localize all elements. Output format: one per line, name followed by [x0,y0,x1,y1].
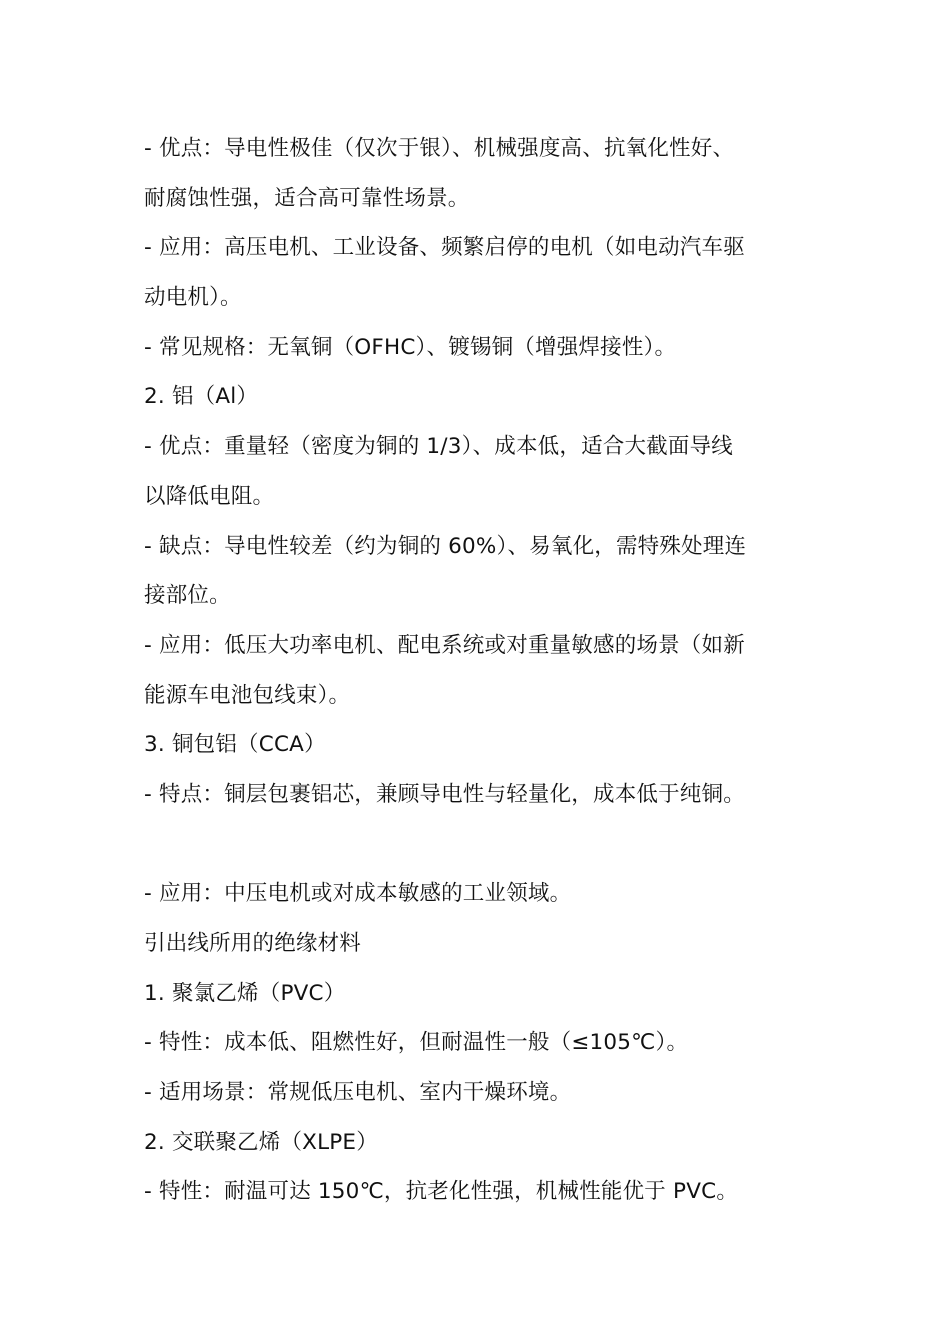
text-line: 耐腐蚀性强，适合高可靠性场景。 [144,185,470,211]
blank-line [144,820,824,870]
text-line: 能源车电池包线束）。 [144,682,351,708]
section-heading: 2. 交联聚乙烯（XLPE） [144,1129,378,1155]
text-line: - 应用：中压电机或对成本敏感的工业领域。 [144,881,572,907]
text-line: - 应用：高压电机、工业设备、频繁启停的电机（如电动汽车驱 [144,235,745,261]
document-body [144,124,824,1217]
text-line: 以降低电阻。 [144,483,275,509]
text-line: - 优点：重量轻（密度为铜的 1/3）、成本低，适合大截面导线 [144,434,733,460]
section-title: 引出线所用的绝缘材料 [144,931,362,956]
text-line: - 特点：铜层包裹铝芯，兼顾导电性与轻量化，成本低于纯铜。 [144,781,745,807]
section-heading: 1. 聚氯乙烯（PVC） [144,980,346,1006]
text-line: - 常见规格：无氧铜（OFHC）、镀锡铜（增强焊接性）。 [144,334,677,360]
text-line: - 特性：成本低、阻燃性好，但耐温性一般（≤105℃）。 [144,1030,689,1056]
text-line: - 适用场景：常规低压电机、室内干燥环境。 [144,1080,572,1106]
text-line: - 优点：导电性极佳（仅次于银）、机械强度高、抗氧化性好、 [144,136,735,161]
text-line: 接部位。 [144,583,231,609]
section-heading: 3. 铜包铝（CCA） [144,732,326,758]
text-line: - 缺点：导电性较差（约为铜的 60%）、易氧化，需特殊处理连 [144,533,747,559]
section-heading: 2. 铝（Al） [144,384,259,410]
text-line: 动电机）。 [144,285,242,311]
text-line: - 特性：耐温可达 150℃，抗老化性强，机械性能优于 PVC。 [144,1179,739,1205]
text-line: - 应用：低压大功率电机、配电系统或对重量敏感的场景（如新 [144,632,745,658]
